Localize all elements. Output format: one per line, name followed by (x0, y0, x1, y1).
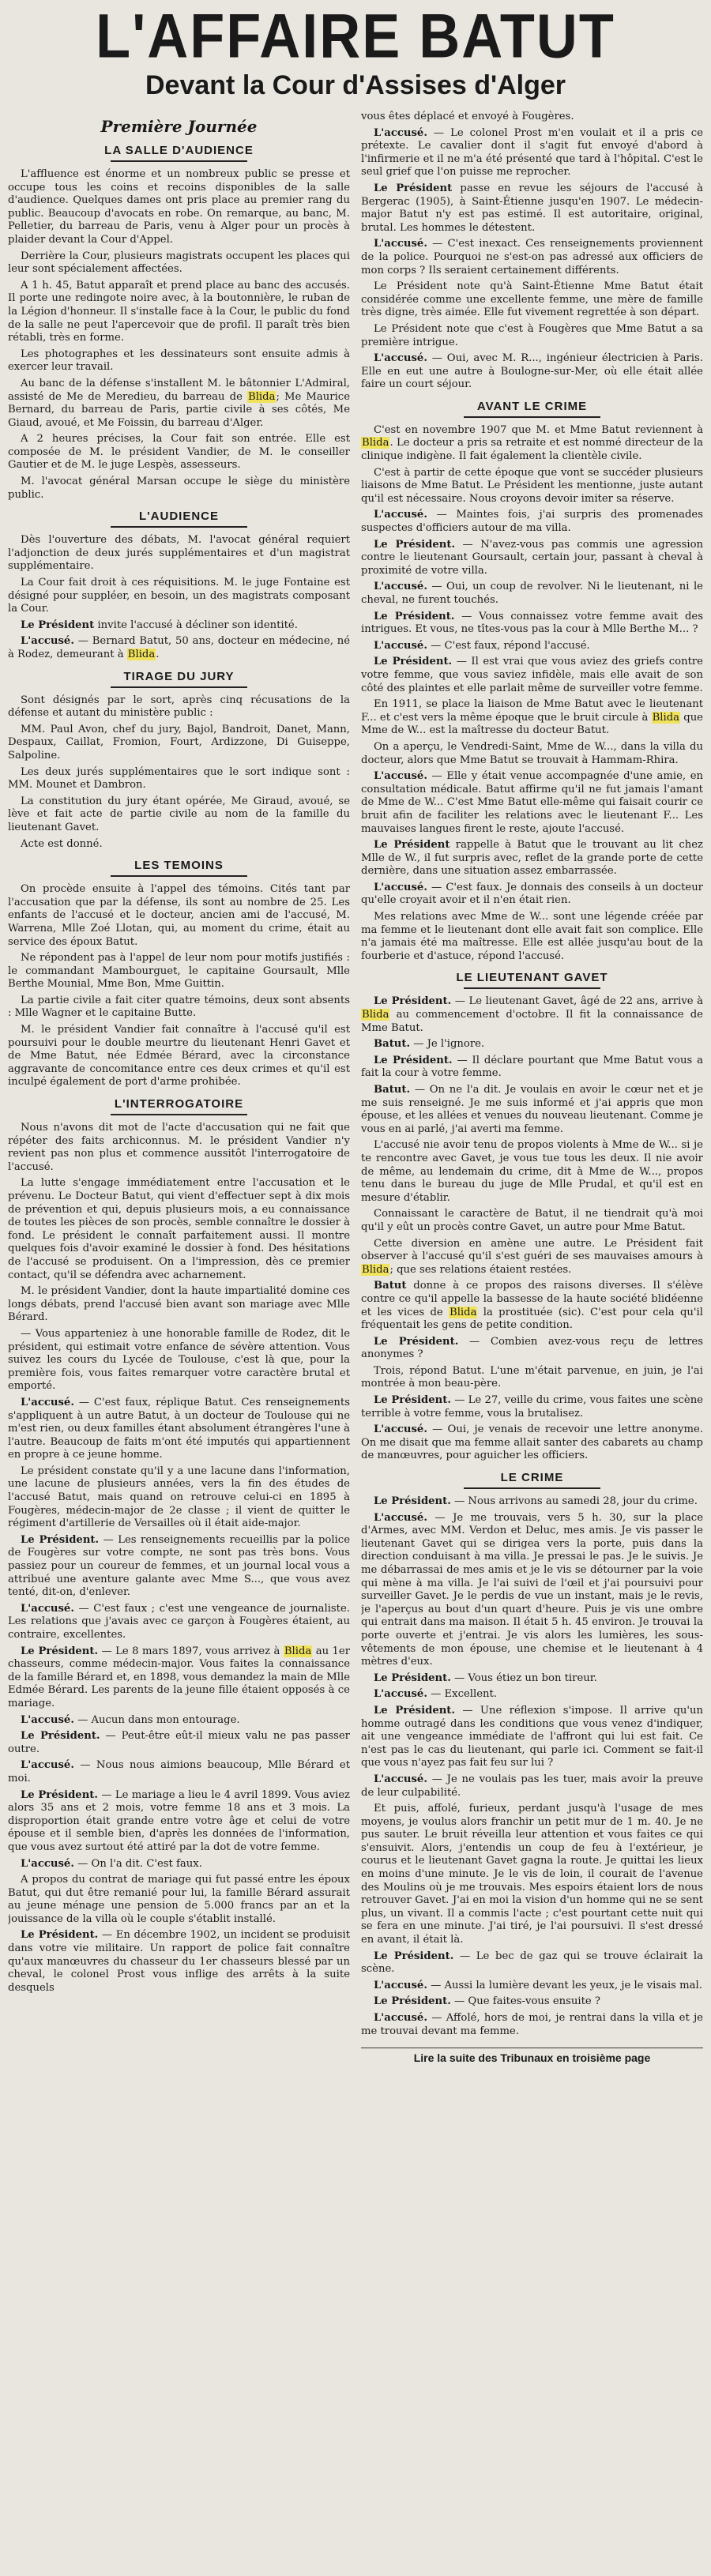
speaker: Le Président. (374, 1704, 455, 1717)
section-heading-audience: L'AUDIENCE (138, 510, 220, 524)
text-run: — Nous nous aimions beaucoup, Mlle Bérard et moi. (8, 1759, 350, 1784)
paragraph: Les deux jurés supplémentaires que le sort indique sont : MM. Mounet et Dambron. (8, 765, 350, 792)
text-run: — Il est vrai que vous aviez des griefs contre votre femme, que vous saviez infidèle, mais elle avait de son côté des plaintes et elle parlait même de surveiller votre femme. (361, 656, 703, 694)
paragraph (361, 238, 703, 277)
highlight-blida: Blida (127, 649, 156, 660)
paragraph: Le Président note que c'est à Fougères que Mme Batut a sa première intrigue. (361, 322, 703, 348)
speaker: Le Président (374, 839, 450, 852)
section-heading-avant-crime: AVANT LE CRIME (476, 399, 588, 413)
paragraph (8, 1714, 350, 1728)
text-run: — C'est faux, répond l'accusé. (431, 639, 590, 652)
paragraph: Le président constate qu'il y a une lacune dans l'information, une lacune de plusieurs années, vers la fin des études de l'accusé Batut, mais quand on retrouve celui-ci en 1895 à Fougères, médecin-major de 2e classe ; il vient de quitter le régiment d'artillerie de Versailles où il était aide-major. (8, 1465, 350, 1530)
highlight-blida: Blida (284, 1645, 312, 1657)
text-run: invite l'accusé à décliner son identité. (97, 619, 298, 631)
speaker: Le Président. (21, 1645, 99, 1657)
text-run: Cette diversion en amène une autre. Le Président fait observer à l'accusé qu'il s'est guéri de ses mauvaises amours à (361, 1237, 703, 1263)
paragraph (361, 1238, 703, 1277)
speaker: Le Président. (374, 1672, 451, 1684)
speaker: L'accusé. (21, 1602, 74, 1615)
paragraph: M. le président Vandier, dont la haute impartialité domine ces longs débats, prend l'accusé bien avant son mariage avec Mlle Bérard. (8, 1285, 350, 1324)
paragraph (361, 1980, 703, 1993)
masthead (0, 0, 711, 103)
section-heading-temoins: LES TEMOINS (134, 859, 224, 873)
text-run: — Excellent. (431, 1688, 497, 1701)
paragraph: Derrière la Cour, plusieurs magistrats occupent les places qui leur sont spécialement affectées. (8, 250, 350, 276)
speaker: Le Président. (374, 1495, 451, 1508)
text-run: — Il déclare pourtant que Mme Batut vous a fait la cour à votre femme. (361, 1054, 703, 1080)
text-run: — On ne l'a dit. Je voulais en avoir le cœur net et je me suis renseigné. Je me suis informé et j'ai appris que mon épouse, et les allées et venues du nouveau lieutenant. Comme je vous en ai parlé, j'ai averti ma femme. (361, 1084, 703, 1135)
divider (464, 1487, 600, 1489)
paragraph: L'accusé. — Bernard Batut, 50 ans, docteur en médecine, né à Rodez, demeurant à Blida. (8, 635, 350, 660)
text-run: — Maintes fois, j'ai surpris des promenades suspectes d'officiers autour de ma villa. (361, 509, 703, 535)
paragraph (8, 1759, 350, 1785)
speaker: Le Président. (374, 1995, 451, 2008)
paragraph (361, 1280, 703, 1332)
paragraph (8, 1603, 350, 1642)
column-left (8, 111, 350, 2568)
text-run: C'est en novembre 1907 que M. et Mme Batut reviennent à (374, 423, 703, 436)
speaker: Le Président. (21, 1788, 98, 1801)
speaker: Le Président. (374, 1054, 453, 1066)
text-run: — Oui, je venais de recevoir une lettre anonyme. On me disait que ma femme allait santer des cabarets au champ de manœuvres, pour aguicher les officiers. (361, 1423, 703, 1462)
paragraph (361, 1084, 703, 1136)
paragraph (361, 1995, 703, 2009)
text-run: — Le mariage a lieu le 4 avril 1899. Vous aviez alors 35 ans et 2 mois, votre femme 18 ans et 3 mois. La disproportion était grande entre votre âge et celui de votre épouse et il semble bien, d'après les données de l'information, que vous avez surtout été attiré par la dot de votre femme. (8, 1788, 350, 1853)
section-heading-interrogatoire: L'INTERROGATOIRE (114, 1097, 244, 1111)
speaker: L'accusé. (21, 1759, 74, 1772)
text-run: — Vous connaissez votre femme avait des intrigues. Et vous, ne tîtes-vous pas la cour à Mlle Berthe M... ? (361, 610, 703, 636)
paragraph (361, 839, 703, 878)
text-run: — Bernard Batut, 50 ans, docteur en médecine, né à Rodez, demeurant à (8, 635, 350, 660)
divider (464, 987, 600, 989)
text-run: — Vous étiez un bon tireur. (454, 1672, 597, 1684)
text-run: — Aussi la lumière devant les yeux, je le visais mal. (431, 1979, 702, 1991)
speaker: Le Président. (374, 995, 452, 1008)
paragraph: Ne répondent pas à l'appel de leur nom pour motifs justifiés : le commandant Mambourguet, le capitaine Goursault, Mlle Berthe Mounial, Mme Bon, Mme Guittin. (8, 952, 350, 991)
text-run: — Le bec de gaz qui se trouve éclairait la scène. (361, 1950, 703, 1976)
paragraph: A 2 heures précises, la Cour fait son entrée. Elle est composée de M. le président Vandier, de M. le conseiller Gautier et de M. le juge Lespès, assesseurs. (8, 433, 350, 472)
highlight-blida: Blida (652, 711, 680, 724)
text-run: au 1er chasseurs, comme médecin-major. Vous faites la connaissance de la famille Bérard et, en 1898, vous demandez la main de Mlle Edmée Bérard. Les parents de la jeune fille étaient opposés à ce mariage. (8, 1645, 350, 1709)
paragraph (361, 698, 703, 738)
day-heading: Première Journée (100, 117, 258, 136)
paragraph (361, 581, 703, 607)
paragraph: La Cour fait droit à ces réquisitions. M. le juge Fontaine est désigné pour suppléer, en besoin, un des magistrats composant la Cour. (8, 577, 350, 615)
paragraph: L'accusé nie avoir tenu de propos violents à Mme de W... si je te rencontre avec Gavet, je vous tue tous les deux. Il nie avoir de même, au lendemain du crime, dit à Mme de W..., propos tenu dans le bureau du juge de Mlle Prudal, et qu'il est en mesure d'établir. (361, 1139, 703, 1204)
paragraph: Connaissant le caractère de Batut, il ne tiendrait qu'à moi qu'il y eût un procès contre Gavet, un autre pour Mme Batut. (361, 1208, 703, 1233)
continuation-note: Lire la suite des Tribunaux en troisième page (361, 2048, 703, 2064)
paragraph (361, 182, 703, 235)
speaker: L'accusé. (374, 1688, 427, 1701)
speaker: Le Président (21, 619, 95, 631)
paragraph: Dès l'ouverture des débats, M. l'avocat général requiert l'adjonction de deux jurés supplémentaires et d'un magistrat supplémentaire. (8, 534, 350, 573)
text-run: — Que faites-vous ensuite ? (454, 1995, 600, 2008)
paragraph (8, 1730, 350, 1756)
paragraph: vous êtes déplacé et envoyé à Fougères. (361, 111, 574, 122)
text-run: la prostituée (sic). C'est pour cela qu'il fréquentait les gens de petite condition. (361, 1306, 703, 1332)
paragraph (8, 1929, 350, 1995)
column-right (361, 111, 703, 2568)
speaker: L'accusé. (374, 1423, 427, 1436)
speaker: L'accusé. (374, 509, 427, 521)
highlight-blida: Blida (362, 1009, 389, 1021)
text-run: — Le 27, veille du crime, vous faites une scène terrible à votre femme, vous la brutalisez. (361, 1394, 703, 1420)
highlight-blida: Blida (248, 390, 276, 403)
speaker: Le Président. (374, 656, 453, 668)
highlight-blida: Blida (362, 1263, 389, 1276)
text-run: ; que ses relations étaient restées. (389, 1263, 572, 1276)
paragraph (361, 1672, 703, 1686)
paragraph (361, 770, 703, 836)
paragraph (361, 882, 703, 908)
paragraph: Et puis, affolé, furieux, perdant jusqu'à l'usage de mes moyens, je voulus alors franchir un petit mur de 1 m. 40. Je ne pus sauter. Le bruit réveilla leur attention et vous faites ce qui s'ensuivit. Alors, j'entendis un coup de feu à l'extérieur, je courus et le lieutenant Gavet gagna la route. Je quittai les lieux en moins d'une minute. Je le vis de loin, il courait de l'avenue des Moulins où je me trouvais. Mes espoirs étaient lors de nous retrouver Gavet. J'ai en moi la vision d'un homme qui ne se sent plus, un vivant. Il a commis l'acte ; c'est pourtant cette nuit qui se fera en une minute. J'ai tiré, je l'ai poursuivi. Il s'est dressé en avant, il était là. (361, 1803, 703, 1946)
text-run: rappelle à Batut que le trouvant au lit chez Mlle de W., il fut surpris avec, reflet de la grande porte de cette dernière, dans une situation assez embarrassée. (361, 839, 703, 878)
speaker: L'accusé. (374, 770, 427, 783)
paragraph (8, 378, 350, 430)
highlight-blida: Blida (450, 1306, 477, 1318)
paragraph (8, 1534, 350, 1600)
paragraph: M. le président Vandier fait connaître à l'accusé qu'il est poursuivi pour le double meurtre du lieutenant Henri Gavet et de Mme Batut, née Edmée Bérard, avec la circonstance aggravante de concomitance entre ces deux crimes et qu'il est inculpé également de port d'arme prohibée. (8, 1024, 350, 1089)
paragraph (361, 1055, 703, 1081)
speaker: Le Président (374, 182, 453, 194)
text-run: — C'est faux ; c'est une vengeance de journaliste. Les relations que j'avais avec ce garçon à Fougères étaient, au contraire, excellentes. (8, 1602, 350, 1641)
speaker: L'accusé. (374, 2012, 427, 2024)
text-run: — Peut-être eût-il mieux valu ne pas passer outre. (8, 1730, 350, 1755)
text-run: — Elle y était venue accompagnée d'une amie, en consultation médicale. Batut affirme qu'il ne fut jamais l'amant de Mme de W... C'est Mme Batut elle-même qui faisait courir ce bruit afin de faciliter les relations avec le lieutenant F... Les mauvaises langues firent le reste, ajoute l'accusé. (361, 770, 703, 835)
section-heading-crime: LE CRIME (500, 1471, 564, 1485)
paragraph: On a aperçu, le Vendredi-Saint, Mme de W..., dans la villa du docteur, alors que Mme Batut se trouvait à Hammam-Rhira. (361, 740, 703, 766)
paragraph (8, 619, 350, 633)
paragraph: Trois, répond Batut. L'une m'était parvenue, en juin, je l'ai montrée à mon beau-père. (361, 1364, 703, 1390)
paragraph: Acte est donné. (21, 837, 103, 850)
text-run: — Le colonel Prost m'en voulait et il a pris ce prétexte. Le cavalier dont il s'agit fut envoyé d'abord à l'infirmerie et il ne m'a été présenté que tard à l'hôpital. C'est le seul grief que l'on puisse me reprocher. (361, 126, 703, 179)
speaker: Le Président. (374, 610, 455, 622)
paragraph: Les photographes et les dessinateurs sont ensuite admis à exercer leur travail. (8, 348, 350, 374)
paragraph: MM. Paul Avon, chef du jury, Bajol, Bandroit, Danet, Mann, Despaux, Caillat, Fromion, Fourt, Ardizzone, Di Guiseppe, Salpoline. (8, 723, 350, 762)
text-run: — Le 8 mars 1897, vous arrivez à (101, 1645, 280, 1657)
section-heading-jury: TIRAGE DU JURY (123, 669, 235, 683)
text-run: Au banc de la défense s'installent M. le bâtonnier L'Admiral, assisté de Me de Meredieu, du barreau de (8, 377, 350, 403)
text-run: au commencement d'octobre. Il fit la connaissance de Mme Batut. (361, 1009, 703, 1034)
divider (111, 526, 247, 528)
speaker: L'accusé. (374, 1511, 427, 1524)
speaker: L'accusé. (21, 1857, 74, 1870)
paragraph: La partie civile a fait citer quatre témoins, deux sont absents : Mlle Wagner et le capitaine Butte. (8, 994, 350, 1020)
paragraph (361, 1394, 703, 1420)
text-run: — N'avez-vous pas commis une agression contre le lieutenant Goursault, certain jour, passant à cheval à proximité de votre villa. (361, 538, 703, 577)
text-run: — C'est faux. Je donnais des conseils à un docteur qu'elle croyait avoir et il n'en était rien. (361, 881, 703, 907)
paragraph (361, 656, 703, 695)
divider (464, 416, 600, 418)
divider (111, 875, 247, 877)
speaker: Le Président. (374, 1394, 451, 1407)
paragraph: Nous n'avons dit mot de l'acte d'accusation qui ne fait que répéter des faits archiconnus. M. le président Vandier n'y revient pas non plus et commence aussitôt l'interrogatoire de l'accusé. (8, 1122, 350, 1173)
speaker: L'accusé. (374, 352, 427, 365)
speaker: Le Président. (374, 1950, 454, 1962)
paragraph (361, 995, 703, 1035)
speaker: L'accusé. (374, 639, 427, 652)
paragraph (361, 1512, 703, 1669)
paragraph (361, 1773, 703, 1799)
speaker: L'accusé. (374, 581, 427, 593)
paragraph: La constitution du jury étant opérée, Me Giraud, avoué, se lève et fait acte de partie civile au nom de la famille du lieutenant Gavet. (8, 795, 350, 833)
article-title: L'AFFAIRE BATUT (96, 2, 615, 71)
paragraph: — Vous apparteniez à une honorable famille de Rodez, dit le président, qui estimait votre enfance de sévère attention. Vous suivez les cours du Lycée de Toulouse, c'est là que, pour la première fois, vous faites remarquer votre caractère brutal et emporté. (8, 1327, 350, 1393)
text-run: — Nous arrivons au samedi 28, jour du crime. (454, 1495, 698, 1508)
text-run: — Oui, avec M. R..., ingénieur électricien à Paris. Elle en eut une autre à Boulogne-sur-Mer, où elle était allée faire un court séjour. (361, 352, 703, 391)
text-run: — On l'a dit. C'est faux. (77, 1857, 202, 1870)
paragraph: Le Président note qu'à Saint-Étienne Mme Batut était considérée comme une excellente femme, une mère de famille très digne, très aimée. Elle fut vivement regrettée à son départ. (361, 280, 703, 319)
divider (111, 1114, 247, 1115)
paragraph (361, 1495, 703, 1509)
text-run: ; Me Maurice Bernard, du barreau de Paris, partie civile à ses côtés, Me Giaud, avoué, et Me Foissin, du barreau d'Alger. (8, 390, 350, 429)
text-run: — Les renseignements recueillis par la police de Fougères sur votre compte, ne sont pas très bons. Vous passiez pour un coureur de femmes, et un journal local vous a attribué une aventure galante avec Mme S..., que vous avez tenté, dit-on, d'enlever. (8, 1533, 350, 1599)
speaker: Batut. (374, 1038, 411, 1051)
speaker: Le Président. (21, 1533, 100, 1546)
text-run: — C'est faux, réplique Batut. Ces renseignements s'appliquent à un autre Batut, à un docteur de Toulouse qui ne m'est rien, ou deux familles étant absolument étrangères l'une à l'autre. Beaucoup de faits m'ont été imputés qui appartiennent en propre à ce jeune homme. (8, 1396, 350, 1461)
text-run: En 1911, se place la liaison de Mme Batut avec le lieutenant F... et c'est vers la même époque que le bruit circule à (361, 698, 703, 724)
text-run: donne à ce propos des raisons diverses. Il s'élève contre ce qu'il appelle la bassesse de la haute société blidéenne et les vices de (361, 1280, 703, 1318)
text-run: — Aucun dans mon entourage. (77, 1713, 240, 1726)
speaker: Le Président. (374, 1335, 459, 1348)
speaker: L'accusé. (21, 1713, 74, 1726)
text-run: — Oui, un coup de revolver. Ni le lieutenant, ni le cheval, ne furent touchés. (361, 581, 703, 606)
paragraph: On procède ensuite à l'appel des témoins. Cités tant par l'accusation que par la défense, ils sont au nombre de 25. Les enfants de l'accusé et le docteur, ancien ami de l'accusé, M. Warrena, Mlle Zoé Llotan, qui, au moment du crime, était au service des époux Batut. (8, 883, 350, 948)
section-heading-salle: LA SALLE D'AUDIENCE (104, 144, 254, 157)
paragraph (361, 539, 703, 578)
text-run: — Je ne voulais pas les tuer, mais avoir la preuve de leur culpabilité. (361, 1773, 703, 1799)
speaker: Le Président. (374, 538, 456, 551)
divider (111, 686, 247, 688)
speaker: L'accusé. (374, 1979, 427, 1991)
speaker: Le Président. (21, 1929, 99, 1942)
speaker: L'accusé. (374, 126, 427, 139)
text-run: — En décembre 1902, un incident se produisit dans votre vie militaire. Un rapport de police fait connaître qu'aux manœuvres du chasseur du 1er chasseurs blessé par un cheval, le colonel Prost vous inflige des arrêts à la suite desquels (8, 1929, 350, 1994)
paragraph (8, 1789, 350, 1855)
paragraph (361, 1688, 703, 1702)
paragraph (361, 1423, 703, 1463)
paragraph (361, 1038, 703, 1051)
article-subtitle: Devant la Cour d'Assises d'Alger (145, 70, 566, 100)
text-run: — Combien avez-vous reçu de lettres anonymes ? (361, 1335, 703, 1361)
paragraph (361, 640, 703, 653)
paragraph (361, 2012, 703, 2038)
paragraph: A 1 h. 45, Batut apparaît et prend place au banc des accusés. Il porte une redingote noire avec, à la boutonnière, le ruban de la Légion d'honneur. Il s'installe face à la Cour, le public du fond de la salle ne peut l'apercevoir que de profil. Il paraît très bien rétabli, très en forme. (8, 279, 350, 344)
text-run: — Une réflexion s'impose. Il arrive qu'un homme outragé dans les conditions que vous venez d'indiquer, ait une vengeance immédiate de l'affront qui lui est fait. Ce n'est pas le cas du lieutenant, qui parle ici. Comment se fait-il que vous n'ayez pas fait feu sur lui ? (361, 1704, 703, 1769)
paragraph (361, 1336, 703, 1362)
paragraph (361, 1950, 703, 1976)
divider (111, 160, 247, 162)
paragraph (8, 1858, 350, 1871)
text-run: — Je l'ignore. (413, 1038, 485, 1051)
paragraph (361, 424, 703, 464)
speaker: L'accusé. (21, 1396, 74, 1408)
paragraph: M. l'avocat général Marsan occupe le siège du ministère public. (8, 476, 350, 501)
paragraph: A propos du contrat de mariage qui fut passé entre les époux Batut, qui dut être remanié pour lui, la famille Bérard assurait au jeune ménage une pension de 5.000 francs par an et la jouissance de la villa où le couple s'établit installé. (8, 1874, 350, 1925)
text-run: — C'est inexact. Ces renseignements proviennent de la police. Pourquoi ne s'est-on pas adressé aux officiers de mon corps ? Ils seraient certainement différents. (361, 238, 703, 276)
highlight-blida: Blida (362, 437, 389, 449)
text-run: passe en revue les séjours de l'accusé à Bergerac (1905), à Saint-Étienne jusqu'en 1907. Le médecin-major Batut n'y est pas estimé. Il est autoritaire, original, brutal. Les hommes le détestent. (361, 182, 703, 234)
section-heading-lieutenant: LE LIEUTENANT GAVET (456, 971, 608, 985)
speaker: L'accusé. (374, 238, 427, 250)
speaker: L'accusé. (374, 1773, 427, 1785)
speaker: Batut (374, 1280, 407, 1292)
text-run: — Affolé, hors de moi, je rentrai dans la villa et je me trouvai devant ma femme. (361, 2012, 703, 2037)
paragraph (8, 1397, 350, 1462)
paragraph (8, 1645, 350, 1711)
paragraph (361, 127, 703, 179)
paragraph (361, 352, 703, 392)
paragraph (361, 611, 703, 637)
text-run: — Le lieutenant Gavet, âgé de 22 ans, arrive à (454, 995, 703, 1008)
speaker: L'accusé. (374, 881, 427, 893)
speaker: Batut. (374, 1084, 411, 1096)
speaker: Le Président. (21, 1730, 100, 1743)
text-run: — Je me trouvais, vers 5 h. 30, sur la place d'Armes, avec MM. Verdon et Deluc, mes amis. Je vis passer le lieutenant Gavet qui se dirigea vers la porte, puis dans la direction conduisant à ma villa. Je pressai le pas. Je le suivis. Je me débarrassai de mes amis et je le vis se détourner par la voie qui mène à ma villa. Je l'ai suivi de l'œil et j'ai poursuivi pour surveiller Gavet. Je le perdis de vue un instant, mais je le revis, je l'aperçus au bout d'un quart d'heure. Puis je vis une ombre qui entrait dans ma maison. Il était 5 h. 45 environ. Je trouvai la porte ouverte et j'entrai. Je vis alors les lumières, les sous-vêtements de mon épouse, une chemise et le lieutenant à 4 mètres d'eux. (361, 1511, 703, 1668)
paragraph: L'affluence est énorme et un nombreux public se presse et occupe tous les coins et recoins disponibles de la salle d'audience. Quelques dames ont pris place au premier rang du public. Beaucoup d'avocats en robe. On remarque, au banc, M. Pelletier, du barreau de Paris, venu à Alger pour un procès à plaider devant la Cour d'Appel. (8, 168, 350, 246)
paragraph: Mes relations avec Mme de W... sont une légende créée par ma femme et le lieutenant dont elle avait fait son complice. Elle n'a jamais été ma maîtresse. Elle est allée jusqu'au bout de la fourberie et d'astuce, répond l'accusé. (361, 911, 703, 962)
article-columns (8, 111, 703, 2568)
text-run: que Mme de W... est la maîtresse du docteur Batut. (361, 711, 703, 737)
text-run: . Le docteur a pris sa retraite et est nommé directeur de la clinique indigène. Il fait également la clientèle civile. (361, 437, 703, 463)
speaker: L'accusé. (21, 635, 74, 648)
paragraph (361, 509, 703, 535)
paragraph: La lutte s'engage immédiatement entre l'accusation et le prévenu. Le Docteur Batut, qui vient d'effectuer sept à dix mois de prévention et qui, depuis plusieurs mois, a eu connaissance de toutes les pièces de son procès, semble connaître le dossier à fond. Le président le connaît parfaitement aussi. Il montre quelques fois d'avoir examiné le dossier à fond. Des hésitations de l'accusé se produisent. On a l'impression, dès ce premier contact, qu'il se défendra avec acharnement. (8, 1177, 350, 1281)
paragraph (361, 1705, 703, 1770)
paragraph: Sont désignés par le sort, après cinq récusations de la défense et autant du ministère public : (8, 694, 350, 720)
paragraph: C'est à partir de cette époque que vont se succéder plusieurs liaisons de Mme Batut. Le Président les mentionne, juste autant qu'il est nécessaire. Nous croyons devoir imiter sa réserve. (361, 466, 703, 505)
